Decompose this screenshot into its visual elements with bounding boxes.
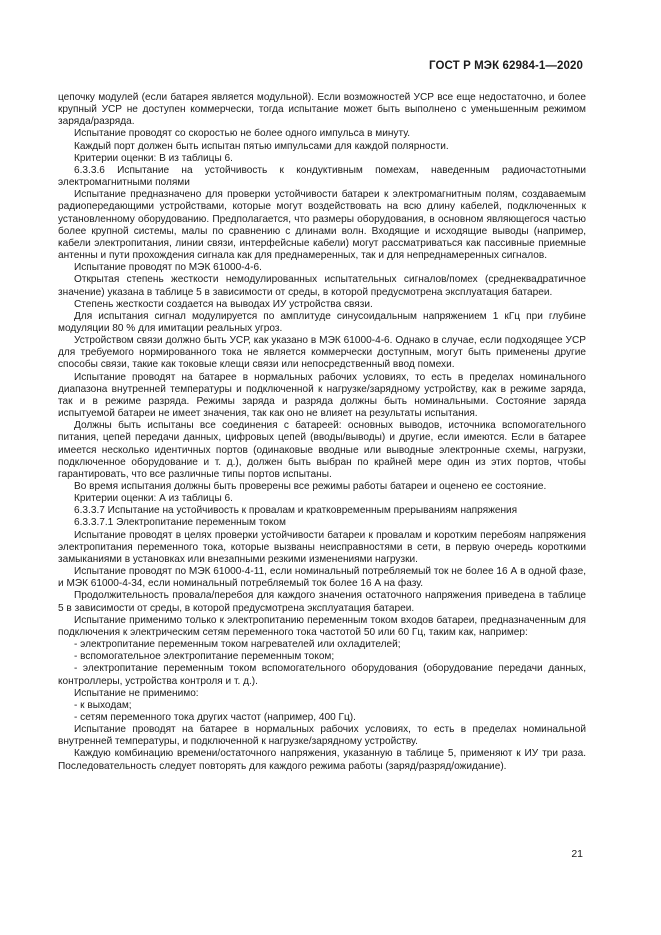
paragraph: Испытание применимо только к электропитанию переменным током входов батареи, предназначенным для подключения к электрическим сетям переменного тока частотой 50 или 60 Гц, таким как, например: (58, 614, 586, 638)
page-number: 21 (571, 848, 583, 860)
paragraph: Испытание проводят в целях проверки устойчивости батареи к провалам и коротким перебоям напряжения электропитания переменного тока, которые вызваны неисправностями в сети, в первую очередь короткими замыканиями в установках или внезапными резкими изменениями нагрузки. (58, 529, 586, 565)
paragraph: Испытание предназначено для проверки устойчивости батареи к электромагнитным полям, создаваемым радиопередающими устройствами, которые могут воздействовать на всю длину кабелей, подключенных к установленному оборудованию. Предполагается, что размеры оборудования, в основном являющегося частью более крупной системы, малы по сравнению с длинами волн. Входящие и исходящие выводы (например, кабели электропитания, линии связи, интерфейсные кабели) могут рассматриваться как пассивные приемные антенны и пути прохождения сигнала как для преднамеренных, так и для непреднамеренных сигналов. (58, 189, 586, 262)
body-text (58, 92, 586, 773)
paragraph: цепочку модулей (если батарея является модульной). Если возможностей УСР все еще недостаточно, и более крупный УСР не доступен коммерчески, тогда испытание может быть выполнено с уменьшенным режимом заряда/разряда. (58, 92, 586, 128)
paragraph: Для испытания сигнал модулируется по амплитуде синусоидальным напряжением 1 кГц при глубине модуляции 80 % для имитации реальных угроз. (58, 310, 586, 334)
paragraph: Продолжительность провала/перебоя для каждого значения остаточного напряжения приведена в таблице 5 в зависимости от среды, в которой предусмотрена эксплуатация батареи. (58, 590, 586, 614)
paragraph: Устройством связи должно быть УСР, как указано в МЭК 61000-4-6. Однако в случае, если подходящее УСР для требуемого нормированного тока не является коммерчески доступным, могут быть применены другие способы связи, такие как токовые клещи связи или непосредственный ввод помехи. (58, 335, 586, 371)
paragraph: Во время испытания должны быть проверены все режимы работы батареи и оценено ее состояние. (74, 481, 547, 492)
list-item: - сетям переменного тока других частот (например, 400 Гц). (74, 711, 356, 723)
paragraph: Испытание проводят по МЭК 61000-4-6. (74, 262, 262, 274)
paragraph: Степень жесткости создается на выводах ИУ устройства связи. (74, 298, 373, 310)
paragraph: Испытание не применимо: (74, 687, 199, 699)
paragraph: Каждый порт должен быть испытан пятью импульсами для каждой полярности. (74, 140, 449, 152)
list-item: - вспомогательное электропитание переменным током; (74, 651, 335, 663)
paragraph: Открытая степень жесткости немодулированных испытательных сигналов/помех (среднеквадратичное значение) указана в таблице 5 в зависимости от среды, в которой предусмотрена эксплуатация батареи. (58, 274, 586, 298)
standard-header: ГОСТ Р МЭК 62984-1—2020 (429, 60, 583, 72)
subsection-heading: 6.3.3.7.1 Электропитание переменным током (74, 517, 286, 529)
paragraph: Испытание проводят на батарее в нормальных рабочих условиях, то есть в пределах номинальной внутренней температуры, и подключенной к нагрузке/зарядному устройству. (58, 724, 586, 748)
list-item: - электропитание переменным током вспомогательного оборудования (оборудование передачи данных, контроллеры, устройства контроля и т. д.). (58, 663, 586, 687)
criteria-line: Критерии оценки: А из таблицы 6. (74, 493, 233, 505)
section-heading: 6.3.3.6 Испытание на устойчивость к кондуктивным помехам, наведенным радиочастотными электромагнитными полями (58, 164, 586, 189)
paragraph: Должны быть испытаны все соединения с батареей: основных выводов, источника вспомогательного питания, цепей передачи данных, цифровых цепей (вводы/выводы) и другие, если имеются. Если в батарее имеется несколько идентичных портов (одинаковые вводные или выводные электронные схемы, нагрузки, подключенное оборудование и т. д.), должен быть выбран по крайней мере один из этих портов, чтобы гарантировать, что все различные типы портов испытаны. (58, 420, 586, 480)
paragraph: Испытание проводят на батарее в нормальных рабочих условиях, то есть в пределах номинального диапазона внутренней температуры и подключенной к нагрузке/зарядному устройству, как в режиме заряда, так и в режиме разряда. Режимы заряда и разряда должны быть номинальными. Состояние заряда испытуемой батареи не имеет значения, так как оно не влияет на результаты испытания. (58, 371, 586, 420)
paragraph: Каждую комбинацию времени/остаточного напряжения, указанную в таблице 5, применяют к ИУ три раза. Последовательность следует повторять для каждого режима работы (заряд/разряд/ожидание). (58, 748, 586, 772)
section-heading: 6.3.3.7 Испытание на устойчивость к провалам и кратковременным прерываниям напряжения (74, 505, 518, 517)
list-item: - к выходам; (74, 699, 132, 711)
list-item: - электропитание переменным током нагревателей или охладителей; (74, 639, 401, 651)
criteria-line: Критерии оценки: В из таблицы 6. (74, 152, 233, 164)
paragraph: Испытание проводят по МЭК 61000-4-11, если номинальный потребляемый ток не более 16 А в одной фазе, и МЭК 61000-4-34, если номинальный потребляемый ток более 16 А на фазу. (58, 566, 586, 590)
paragraph: Испытание проводят со скоростью не более одного импульса в минуту. (74, 128, 411, 140)
